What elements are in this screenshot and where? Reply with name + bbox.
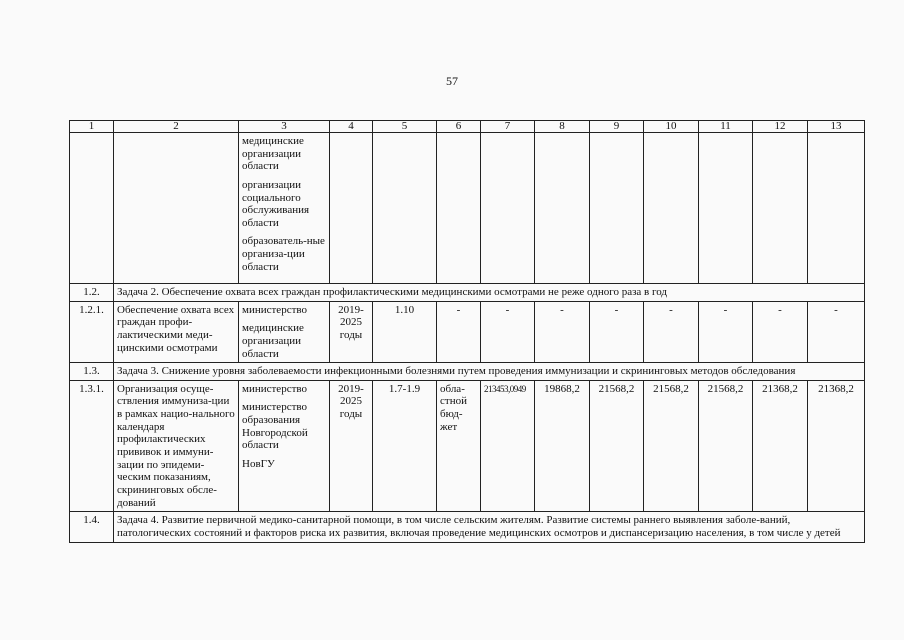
value-cell: 21568,2 (699, 380, 753, 511)
period-cell: 2019-2025 годы (330, 301, 373, 363)
value-cell: - (590, 301, 644, 363)
executor-text: медицинские организации области (242, 135, 304, 173)
table-cell (330, 133, 373, 284)
column-number: 7 (481, 121, 535, 133)
column-number: 10 (644, 121, 699, 133)
table-cell (753, 133, 808, 284)
task-row (70, 512, 865, 542)
column-numbers-row (70, 121, 865, 133)
value-cell (481, 380, 535, 511)
value-cell: - (808, 301, 865, 363)
executor-text: министерство (242, 382, 308, 395)
task-number: 1.3. (70, 363, 114, 381)
column-number: 9 (590, 121, 644, 133)
task-row (70, 363, 865, 381)
table-cell (808, 133, 865, 284)
task-number: 1.2. (70, 284, 114, 302)
executor-text: НовГУ (242, 458, 275, 471)
executor-text: министерство образования Новгородской области (242, 401, 308, 452)
column-number: 13 (808, 121, 865, 133)
activity-name: Обеспечение охвата всех граждан профи-лактическими меди-цинскими осмотрами (114, 301, 239, 363)
task-row (70, 284, 865, 302)
value-cell: 21568,2 (644, 380, 699, 511)
continued-row (70, 133, 865, 284)
table-row (70, 301, 865, 363)
table-cell (70, 133, 114, 284)
value-cell: 19868,2 (535, 380, 590, 511)
row-number: 1.3.1. (70, 380, 114, 511)
table-cell (535, 133, 590, 284)
column-number: 12 (753, 121, 808, 133)
table-cell (373, 133, 437, 284)
column-number: 6 (437, 121, 481, 133)
indicator-cell: 1.7-1.9 (373, 380, 437, 511)
value-cell: - (699, 301, 753, 363)
column-number: 2 (114, 121, 239, 133)
value-text: 213453,0949 (484, 383, 526, 394)
table-cell (437, 133, 481, 284)
column-number: 8 (535, 121, 590, 133)
task-text: Задача 4. Развитие первичной медико-санитарной помощи, в том числе сельским жителям. Развитие системы раннего выявления заболе-ваний, патологических состояний и факторов риска их развития, включая проведение медицинских осмотров и диспансеризацию населения, в том числе у детей (114, 512, 865, 542)
table-row (70, 380, 865, 511)
executors-cell (239, 301, 330, 363)
column-number: 5 (373, 121, 437, 133)
task-text: Задача 2. Обеспечение охвата всех граждан профилактическими медицинскими осмотрами не реже одного раза в год (114, 284, 865, 302)
source-cell: обла-стной бюд-жет (437, 380, 481, 511)
table-cell (644, 133, 699, 284)
row-number: 1.2.1. (70, 301, 114, 363)
indicator-cell: 1.10 (373, 301, 437, 363)
period-cell: 2019-2025 годы (330, 380, 373, 511)
value-cell: - (644, 301, 699, 363)
activity-name: Организация осуще-ствления иммуниза-ции в рамках нацио-нального календаря профилактических прививок и иммуни-зации по эпидеми-ческим показаниям, скрининговых обсле-дований (114, 380, 239, 511)
column-number: 11 (699, 121, 753, 133)
value-cell: - (481, 301, 535, 363)
task-number: 1.4. (70, 512, 114, 542)
value-cell: - (753, 301, 808, 363)
column-number: 1 (70, 121, 114, 133)
source-cell: - (437, 301, 481, 363)
value-cell: - (535, 301, 590, 363)
column-number: 4 (330, 121, 373, 133)
executors-cell (239, 380, 330, 511)
program-table (69, 120, 865, 543)
page-number: 57 (446, 74, 458, 88)
executors-cell (239, 133, 330, 284)
table-cell (114, 133, 239, 284)
value-cell: 21368,2 (753, 380, 808, 511)
table-cell (481, 133, 535, 284)
column-number: 3 (239, 121, 330, 133)
task-text: Задача 3. Снижение уровня заболеваемости инфекционными болезнями путем проведения иммунизации и скрининговых методов обследования (114, 363, 865, 381)
table-cell (590, 133, 644, 284)
executor-text: медицинские организации области (242, 322, 304, 360)
table-cell (699, 133, 753, 284)
value-cell: 21368,2 (808, 380, 865, 511)
executor-text: организации социального обслуживания области (242, 178, 310, 229)
executor-text: образователь-ные организа-ции области (242, 235, 325, 273)
value-cell: 21568,2 (590, 380, 644, 511)
executor-text: министерство (242, 303, 308, 316)
